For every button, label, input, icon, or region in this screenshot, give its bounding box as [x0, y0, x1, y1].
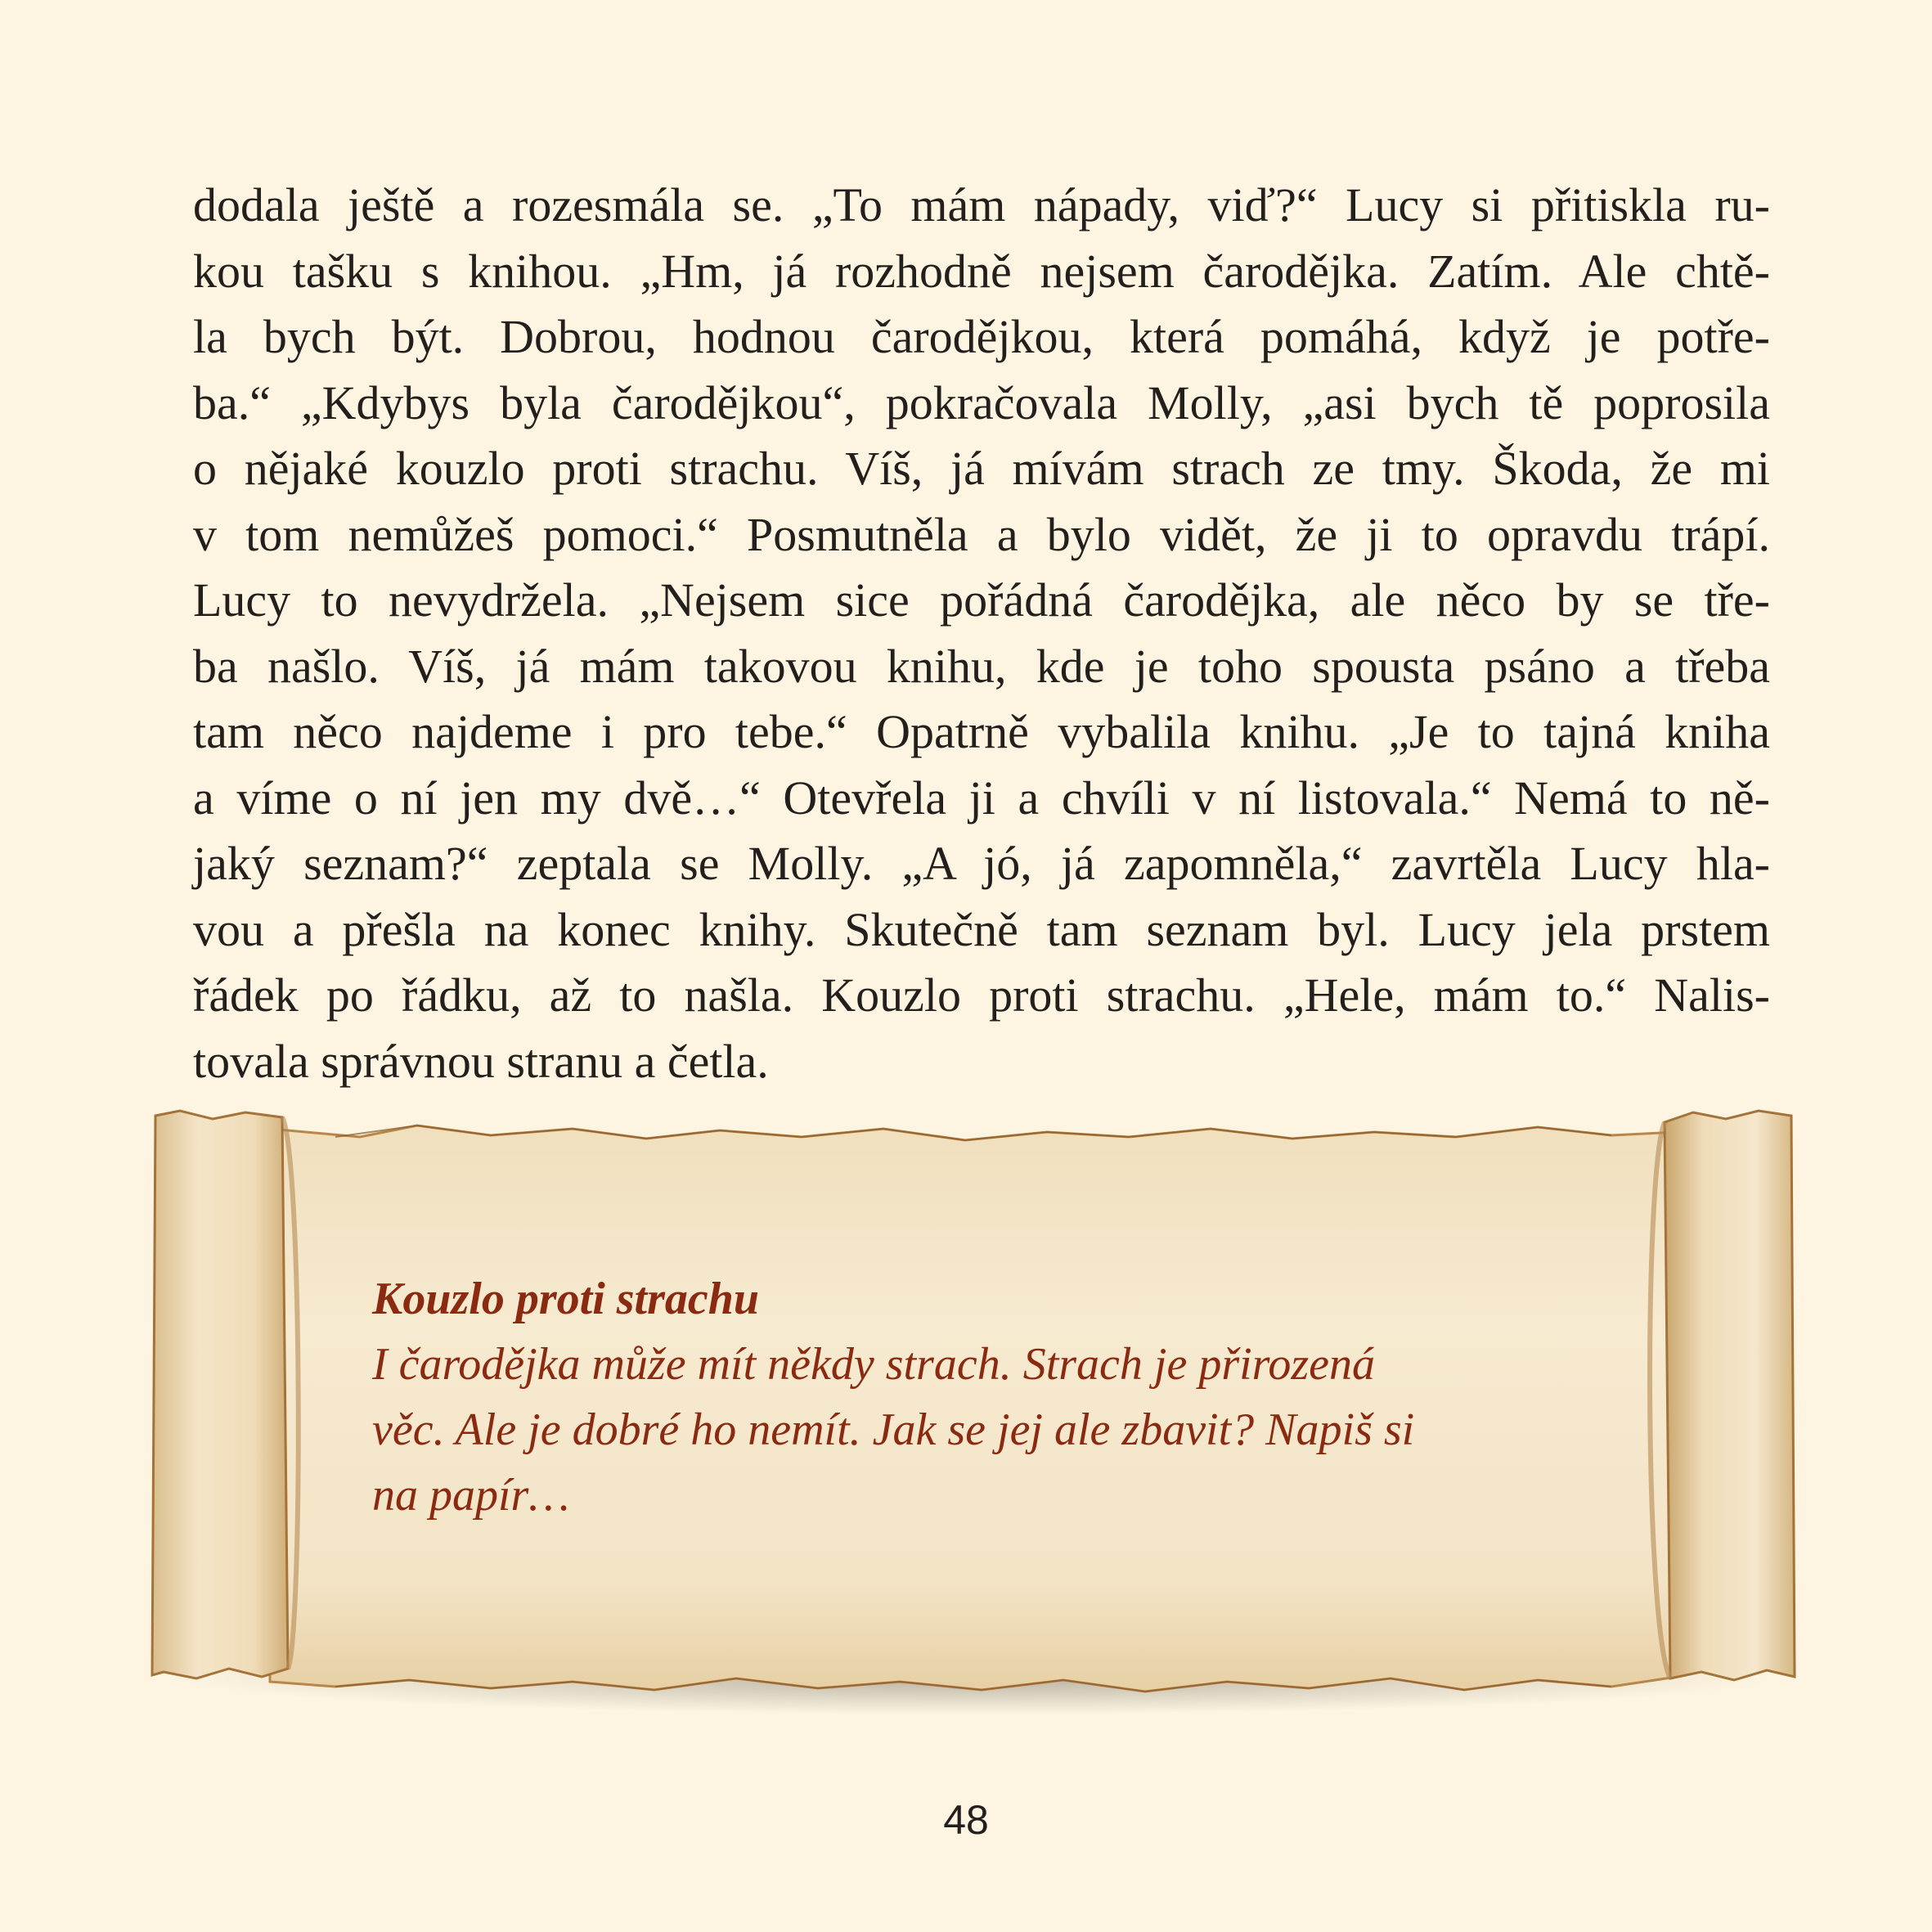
story-paragraph [193, 173, 1770, 1094]
story-line: řádek po řádku, až to našla. Kouzlo proti strachu. „Hele, mám to.“ Nalis- [193, 968, 1770, 1022]
story-line: la bych být. Dobrou, hodnou čarodějkou, která pomáhá, když je potře- [193, 310, 1770, 363]
story-line: tovala správnou stranu a četla. [193, 1034, 769, 1088]
spell-line: I čarodějka může mít někdy strach. Strach je přirozená [372, 1339, 1376, 1390]
story-line: ba našlo. Víš, já mám takovou knihu, kde je toho spousta psáno a třeba [193, 639, 1770, 693]
story-line: dodala ještě a rozesmála se. „To mám nápady, viď?“ Lucy si přitiskla ru- [193, 178, 1770, 231]
story-line: o nějaké kouzlo proti strachu. Víš, já mívám strach ze tmy. Škoda, že mi [193, 442, 1770, 495]
spell-line: na papír… [372, 1470, 570, 1521]
spell-title: Kouzlo proti strachu [372, 1274, 760, 1324]
story-line: ba.“ „Kdybys byla čarodějkou“, pokračovala Molly, „asi bych tě poprosila [193, 375, 1770, 429]
spell-text [372, 1332, 1599, 1528]
parchment-scroll [147, 1104, 1799, 1759]
story-line: Lucy to nevydržela. „Nejsem sice pořádná čarodějka, ale něco by se tře- [193, 573, 1770, 627]
story-line: v tom nemůžeš pomoci.“ Posmutněla a bylo vidět, že ji to opravdu trápí. [193, 507, 1770, 561]
story-line: kou tašku s knihou. „Hm, já rozhodně nejsem čarodějka. Zatím. Ale chtě- [193, 244, 1770, 298]
page-number: 48 [943, 1797, 989, 1843]
story-line: jaký seznam?“ zeptala se Molly. „A jó, já zapomněla,“ zavrtěla Lucy hla- [193, 837, 1770, 890]
story-line: vou a přešla na konec knihy. Skutečně tam seznam byl. Lucy jela prstem [193, 902, 1770, 956]
story-line: tam něco najdeme i pro tebe.“ Opatrně vybalila knihu. „Je to tajná kniha [193, 705, 1770, 758]
spell-box [372, 1266, 1599, 1528]
spell-line: věc. Ale je dobré ho nemít. Jak se jej ale zbavit? Napiš si [372, 1404, 1415, 1455]
story-line: a víme o ní jen my dvě…“ Otevřela ji a chvíli v ní listovala.“ Nemá to ně- [193, 771, 1770, 824]
